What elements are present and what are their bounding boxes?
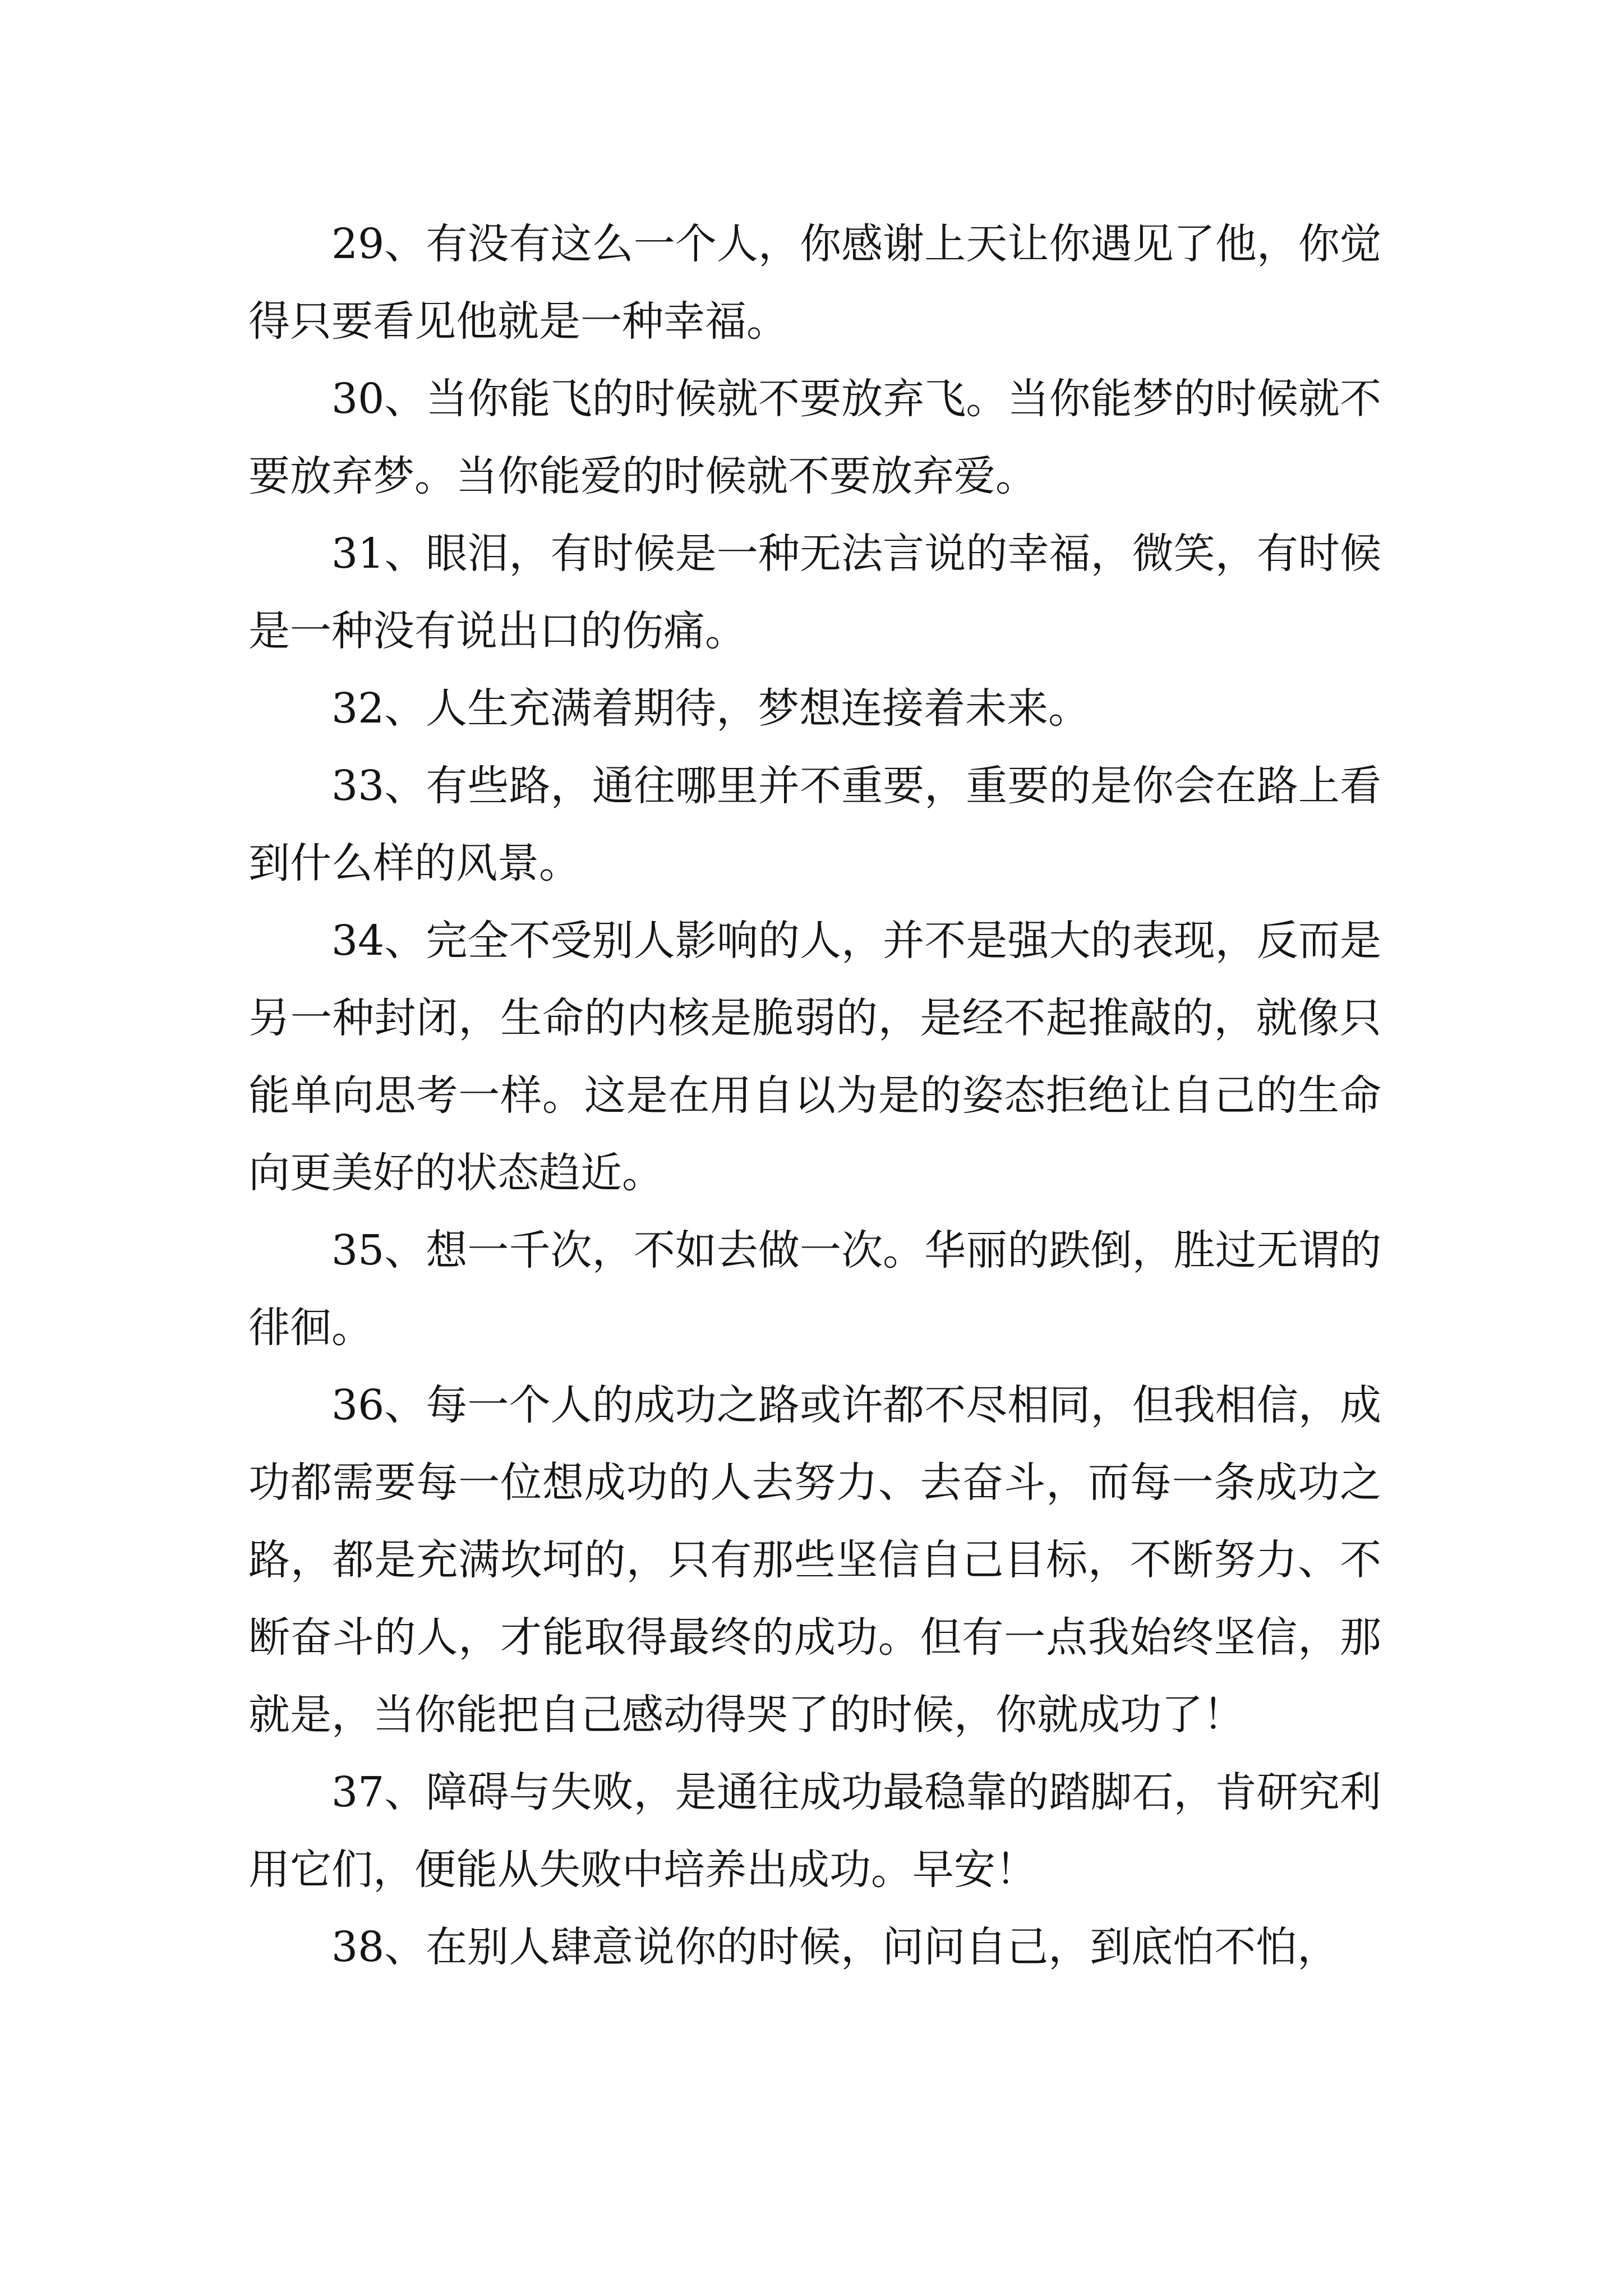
paragraph-31: 31、眼泪，有时候是一种无法言说的幸福，微笑，有时候是一种没有说出口的伤痛。	[248, 530, 1381, 655]
paragraph-36: 36、每一个人的成功之路或许都不尽相同，但我相信，成功都需要每一位想成功的人去努力、去奋斗，而每一条成功之路，都是充满坎坷的，只有那些坚信自己目标，不断努力、不断奋斗的人，才能取得最终的成功。但有一点我始终坚信，那就是，当你能把自己感动得哭了的时候，你就成功了！	[248, 1381, 1381, 1739]
paragraph-35: 35、想一千次，不如去做一次。华丽的跌倒，胜过无谓的徘徊。	[248, 1226, 1381, 1352]
paragraph-37: 37、障碍与失败，是通往成功最稳靠的踏脚石，肯研究利用它们，便能从失败中培养出成功。早安！	[248, 1768, 1381, 1894]
paragraph-29: 29、有没有这么一个人，你感谢上天让你遇见了他，你觉得只要看见他就是一种幸福。	[248, 220, 1381, 346]
paragraph-30: 30、当你能飞的时候就不要放弃飞。当你能梦的时候就不要放弃梦。当你能爱的时候就不要放弃爱。	[248, 375, 1381, 500]
paragraph-33: 33、有些路，通往哪里并不重要，重要的是你会在路上看到什么样的风景。	[248, 762, 1381, 887]
paragraph-38: 38、在别人肆意说你的时候，问问自己，到底怕不怕，	[331, 1923, 1339, 1971]
paragraph-34: 34、完全不受别人影响的人，并不是强大的表现，反而是另一种封闭，生命的内核是脆弱的，是经不起推敲的，就像只能单向思考一样。这是在用自以为是的姿态拒绝让自己的生命向更美好的状态趋近。	[248, 917, 1381, 1197]
document-body	[248, 205, 1381, 1986]
paragraph-32: 32、人生充满着期待，梦想连接着未来。	[331, 684, 1090, 733]
